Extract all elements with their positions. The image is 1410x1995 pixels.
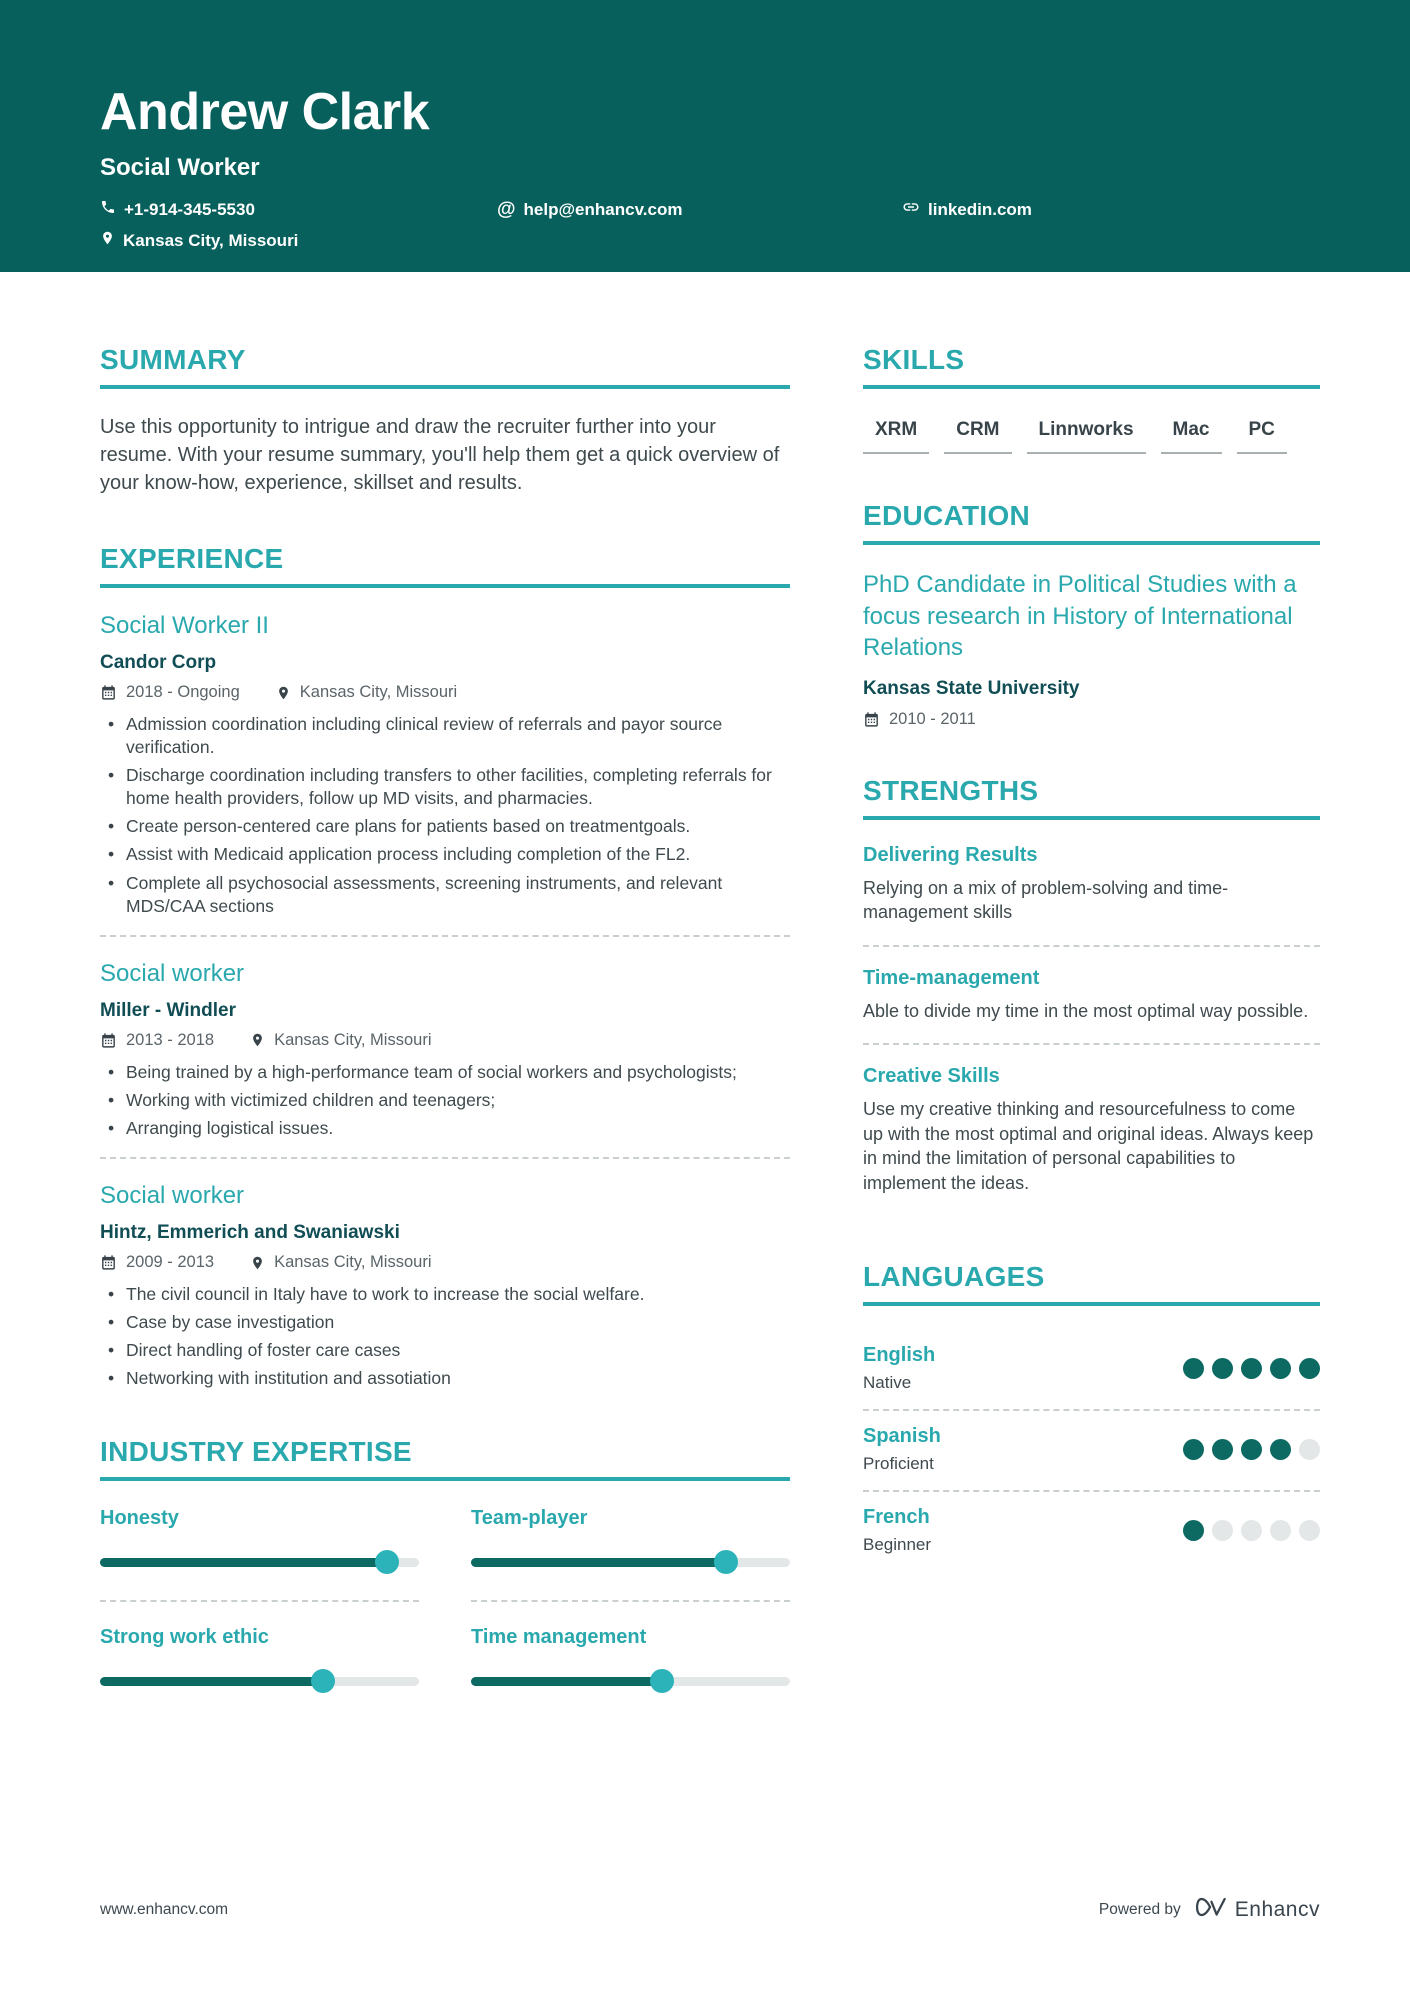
expertise-label: Honesty <box>100 1507 179 1530</box>
language-name: French <box>863 1506 930 1529</box>
language-name: English <box>863 1344 936 1367</box>
location-pin-icon <box>100 230 115 251</box>
proficiency-dot <box>1212 1358 1233 1379</box>
proficiency-dot <box>1270 1520 1291 1541</box>
calendar-icon <box>100 1032 117 1049</box>
phone-icon <box>100 199 116 220</box>
link-icon <box>902 198 920 221</box>
company-name: Hintz, Emmerich and Swaniawski <box>100 1222 400 1244</box>
slider-fill <box>100 1677 323 1686</box>
strength-title: Time-management <box>863 966 1040 989</box>
expertise-item <box>471 1600 790 1693</box>
job-title: Social worker <box>100 959 245 987</box>
proficiency-dot <box>1270 1358 1291 1379</box>
proficiency-dot <box>1183 1520 1204 1541</box>
proficiency-dot <box>1212 1439 1233 1460</box>
job-bullets <box>100 713 790 918</box>
phone-contact <box>100 199 497 220</box>
powered-by <box>1099 1896 1320 1923</box>
strength-title: Delivering Results <box>863 844 1038 867</box>
language-item <box>863 1409 1320 1490</box>
strength-item <box>863 1043 1320 1215</box>
expertise-slider[interactable] <box>100 1550 419 1574</box>
language-info <box>863 1506 931 1555</box>
expertise-item <box>100 1505 419 1574</box>
languages-heading: LANGUAGES <box>863 1261 1320 1306</box>
bullet-item: • Direct handling of foster care cases <box>100 1339 790 1362</box>
job-meta <box>100 1031 790 1050</box>
bullet-item: • Arranging logistical issues. <box>100 1117 790 1140</box>
location-text: Kansas City, Missouri <box>123 230 299 250</box>
languages-section <box>863 1261 1320 1571</box>
expertise-label: Time management <box>471 1626 647 1649</box>
school-name: Kansas State University <box>863 678 1080 700</box>
bullet-item: • Working with victimized children and teenagers; <box>100 1089 790 1112</box>
bullet-item: • Assist with Medicaid application process including completion of the FL2. <box>100 843 790 866</box>
job-location: Kansas City, Missouri <box>274 1030 432 1049</box>
education-dates: 2010 - 2011 <box>889 710 976 729</box>
header <box>0 0 1410 272</box>
entry-divider <box>100 935 790 937</box>
proficiency-dot <box>1183 1439 1204 1460</box>
expertise-label: Strong work ethic <box>100 1626 269 1649</box>
email-contact[interactable] <box>497 200 902 220</box>
right-column <box>863 344 1320 1896</box>
summary-section <box>100 344 790 497</box>
experience-section <box>100 543 790 1390</box>
skill-tag: Linnworks <box>1027 419 1146 454</box>
education-section <box>863 500 1320 729</box>
proficiency-dot <box>1241 1439 1262 1460</box>
experience-entry <box>100 1182 790 1390</box>
enhancv-brand[interactable] <box>1195 1896 1320 1923</box>
job-title: Social Worker II <box>100 612 269 639</box>
experience-entry <box>100 612 790 918</box>
degree-title: PhD Candidate in Political Studies with a focus research in History of International Relations <box>863 571 1297 662</box>
expertise-slider[interactable] <box>471 1669 790 1693</box>
slider-knob[interactable] <box>714 1550 738 1574</box>
language-item <box>863 1330 1320 1409</box>
company-name: Candor Corp <box>100 652 217 673</box>
powered-by-label: Powered by <box>1098 1900 1181 1918</box>
at-icon: @ <box>497 199 516 220</box>
proficiency-dot <box>1270 1439 1291 1460</box>
skill-tag: Mac <box>1161 419 1222 454</box>
location-pin-icon <box>250 1032 265 1048</box>
skills-section <box>863 344 1320 454</box>
slider-knob[interactable] <box>311 1669 335 1693</box>
education-heading: EDUCATION <box>863 500 1320 545</box>
location-contact <box>100 230 497 251</box>
location-pin-icon <box>276 685 291 701</box>
strength-item <box>863 945 1320 1043</box>
expertise-item <box>100 1600 419 1693</box>
location-pin-icon <box>250 1255 265 1271</box>
skills-list <box>863 413 1320 454</box>
left-column <box>100 344 790 1896</box>
job-dates: 2009 - 2013 <box>126 1253 215 1272</box>
summary-text: Use this opportunity to intrigue and draw the recruiter further into your resume. With your resume summary, you'll help them get a quick overview of your know-how, experience, skillset and results. <box>100 416 780 494</box>
job-meta <box>100 1253 790 1272</box>
company-name: Miller - Windler <box>100 999 237 1021</box>
slider-fill <box>100 1558 387 1567</box>
language-dots <box>1183 1439 1320 1460</box>
main-content <box>0 272 1410 1896</box>
person-name: Andrew Clark <box>100 83 430 141</box>
calendar-icon <box>863 711 880 728</box>
expertise-label: Team-player <box>471 1507 588 1530</box>
language-level: Proficient <box>863 1454 934 1474</box>
expertise-grid <box>100 1505 790 1693</box>
strength-title: Creative Skills <box>863 1065 1000 1088</box>
calendar-icon <box>100 1254 117 1271</box>
expertise-slider[interactable] <box>100 1669 419 1693</box>
skill-tag: PC <box>1237 419 1287 454</box>
industry-expertise-heading: INDUSTRY EXPERTISE <box>100 1436 790 1481</box>
column-gutter <box>790 344 863 1896</box>
phone-number: +1-914-345-5530 <box>124 199 255 219</box>
bullet-item: • Complete all psychosocial assessments, screening instruments, and relevant MDS/CAA sections <box>100 872 790 918</box>
language-item <box>863 1490 1320 1571</box>
expertise-slider[interactable] <box>471 1550 790 1574</box>
entry-divider <box>100 1157 790 1159</box>
footer <box>0 1896 1410 1923</box>
experience-heading: EXPERIENCE <box>100 543 790 588</box>
job-bullets <box>100 1283 790 1390</box>
education-meta <box>863 710 1320 729</box>
footer-website[interactable]: www.enhancv.com <box>100 1900 229 1918</box>
bullet-item: • Case by case investigation <box>100 1311 790 1334</box>
proficiency-dot <box>1212 1520 1233 1541</box>
slider-knob[interactable] <box>375 1550 399 1574</box>
proficiency-dot <box>1299 1520 1320 1541</box>
slider-fill <box>471 1558 726 1567</box>
skill-tag: CRM <box>944 419 1011 454</box>
contact-bar <box>100 198 1310 251</box>
strength-text: Able to divide my time in the most optimal way possible. <box>863 1000 1309 1021</box>
link-contact[interactable] <box>902 198 1310 221</box>
person-job-title: Social Worker <box>100 154 260 181</box>
summary-heading: SUMMARY <box>100 344 790 389</box>
strength-item <box>863 844 1320 945</box>
language-dots <box>1183 1358 1320 1379</box>
job-dates: 2018 - Ongoing <box>126 683 240 701</box>
industry-expertise-section <box>100 1436 790 1693</box>
slider-fill <box>471 1677 662 1686</box>
link-url[interactable]: linkedin.com <box>928 199 1032 219</box>
bullet-item: • Admission coordination including clinical review of referrals and payor source verification. <box>100 713 790 759</box>
language-dots <box>1183 1520 1320 1541</box>
job-meta <box>100 683 790 702</box>
expertise-item <box>471 1505 790 1574</box>
language-level: Beginner <box>863 1535 932 1555</box>
strengths-heading: STRENGTHS <box>863 775 1320 820</box>
bullet-item: • Being trained by a high-performance team of social workers and psychologists; <box>100 1061 790 1084</box>
language-info <box>863 1425 941 1474</box>
bullet-item: • Discharge coordination including transfers to other facilities, completing referrals for home health providers, follow up MD visits, and pharmacies. <box>100 764 790 810</box>
language-info <box>863 1344 935 1393</box>
job-bullets <box>100 1061 790 1140</box>
proficiency-dot <box>1299 1439 1320 1460</box>
bullet-item: • Create person-centered care plans for patients based on treatmentgoals. <box>100 815 790 838</box>
enhancv-logo-icon <box>1195 1896 1227 1923</box>
bullet-item: • Networking with institution and assotiation <box>100 1367 790 1390</box>
job-location: Kansas City, Missouri <box>299 683 458 701</box>
slider-knob[interactable] <box>650 1669 674 1693</box>
strengths-section <box>863 775 1320 1215</box>
proficiency-dot <box>1241 1358 1262 1379</box>
language-name: Spanish <box>863 1425 941 1448</box>
strength-text: Use my creative thinking and resourcefulness to come up with the most optimal and original ideas. Always keep in mind the limitation of personal capabilities to implement the ideas. <box>863 1099 1314 1193</box>
proficiency-dot <box>1299 1358 1320 1379</box>
job-dates: 2013 - 2018 <box>126 1030 215 1049</box>
language-level: Native <box>863 1373 912 1393</box>
job-title: Social worker <box>100 1182 245 1210</box>
proficiency-dot <box>1183 1358 1204 1379</box>
strength-text: Relying on a mix of problem-solving and time-management skills <box>863 878 1229 923</box>
skills-heading: SKILLS <box>863 344 1320 389</box>
experience-entry <box>100 960 790 1140</box>
proficiency-dot <box>1241 1520 1262 1541</box>
enhancv-wordmark: Enhancv <box>1234 1897 1320 1921</box>
calendar-icon <box>100 684 117 701</box>
bullet-item: • The civil council in Italy have to work to increase the social welfare. <box>100 1283 790 1306</box>
email-address[interactable]: help@enhancv.com <box>523 199 683 219</box>
job-location: Kansas City, Missouri <box>274 1253 432 1272</box>
skill-tag: XRM <box>863 419 929 454</box>
